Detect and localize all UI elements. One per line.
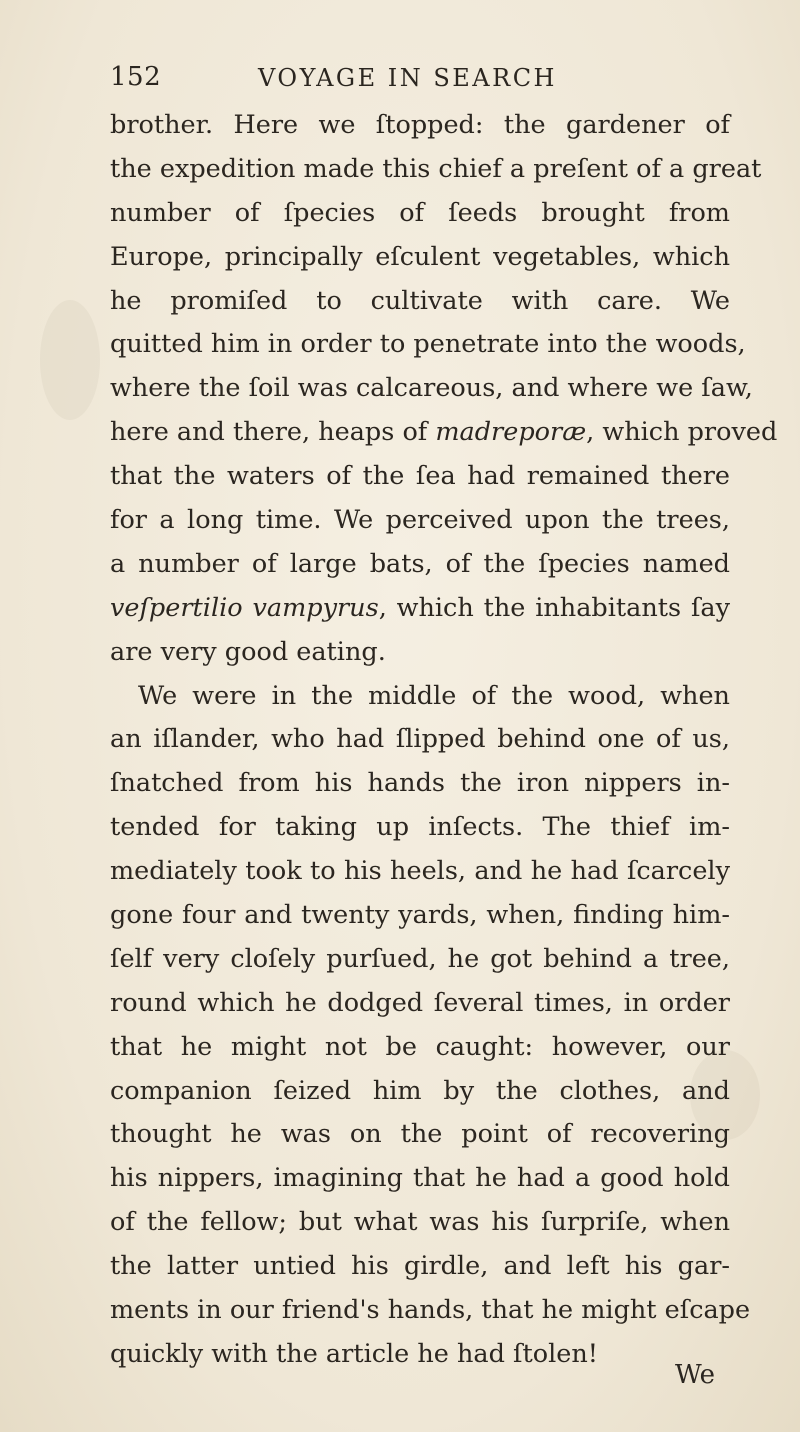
text-line: the latter untied his girdle, and left his gar- bbox=[110, 1251, 730, 1282]
text-line: ſnatched from his hands the iron nippers in- bbox=[110, 768, 730, 799]
text-line: quickly with the article he had ſtolen! bbox=[110, 1338, 598, 1369]
page-number: 152 bbox=[110, 62, 162, 92]
latin-term: veſpertilio vampyrus bbox=[110, 592, 379, 623]
text-line: ſelf very cloſely purſued, he got behind a tree, bbox=[110, 943, 730, 974]
text-line: round which he dodged ſeveral times, in order bbox=[110, 987, 730, 1018]
text-line: Europe, principally eſculent vegetables, which bbox=[110, 241, 730, 272]
text-line: where the ſoil was calcareous, and where we ſaw, bbox=[110, 373, 753, 404]
text-line: ments in our friend's hands, that he might eſcape bbox=[110, 1295, 751, 1326]
text-line: veſpertilio vampyrus, which the inhabitants ſay bbox=[110, 592, 730, 623]
text-line: thought he was on the point of recovering bbox=[110, 1119, 730, 1150]
text-line: mediately took to his heels, and he had ſcarcely bbox=[110, 856, 730, 887]
running-title: VOYAGE IN SEARCH bbox=[258, 64, 557, 92]
text-line: that the waters of the ſea had remained there bbox=[110, 461, 730, 492]
paper-stain bbox=[40, 300, 100, 420]
text-line: brother. Here we ſtopped: the gardener of bbox=[110, 110, 730, 140]
running-head bbox=[110, 62, 740, 96]
text-line: that he might not be caught: however, our bbox=[110, 1031, 730, 1062]
text-line: companion ſeized him by the clothes, and bbox=[110, 1075, 730, 1106]
text-line: he promiſed to cultivate with care. We bbox=[110, 285, 730, 316]
text-line: here and there, heaps of madreporæ, which proved bbox=[110, 417, 778, 448]
text-line: for a long time. We perceived upon the trees, bbox=[110, 505, 730, 536]
text-line: a number of large bats, of the ſpecies named bbox=[110, 548, 730, 579]
text-line: tended for taking up inſects. The thief im- bbox=[110, 812, 730, 843]
text-line: of the fellow; but what was his ſurpriſe, when bbox=[110, 1207, 730, 1238]
text-line: an iſlander, who had ſlipped behind one of us, bbox=[110, 724, 730, 755]
text-line: We were in the middle of the wood, when bbox=[138, 680, 730, 711]
text-line: his nippers, imagining that he had a good hold bbox=[110, 1163, 730, 1194]
latin-term: madreporæ bbox=[435, 417, 587, 448]
text-line: are very good eating. bbox=[110, 636, 386, 667]
text-line: number of ſpecies of ſeeds brought from bbox=[110, 197, 730, 228]
body-text bbox=[110, 104, 778, 1377]
text-line: the expedition made this chief a preſent of a great bbox=[110, 153, 762, 184]
text-line: gone four and twenty yards, when, finding him- bbox=[110, 900, 730, 931]
text-line: quitted him in order to penetrate into the woods, bbox=[110, 329, 746, 360]
catchword: We bbox=[675, 1360, 715, 1390]
